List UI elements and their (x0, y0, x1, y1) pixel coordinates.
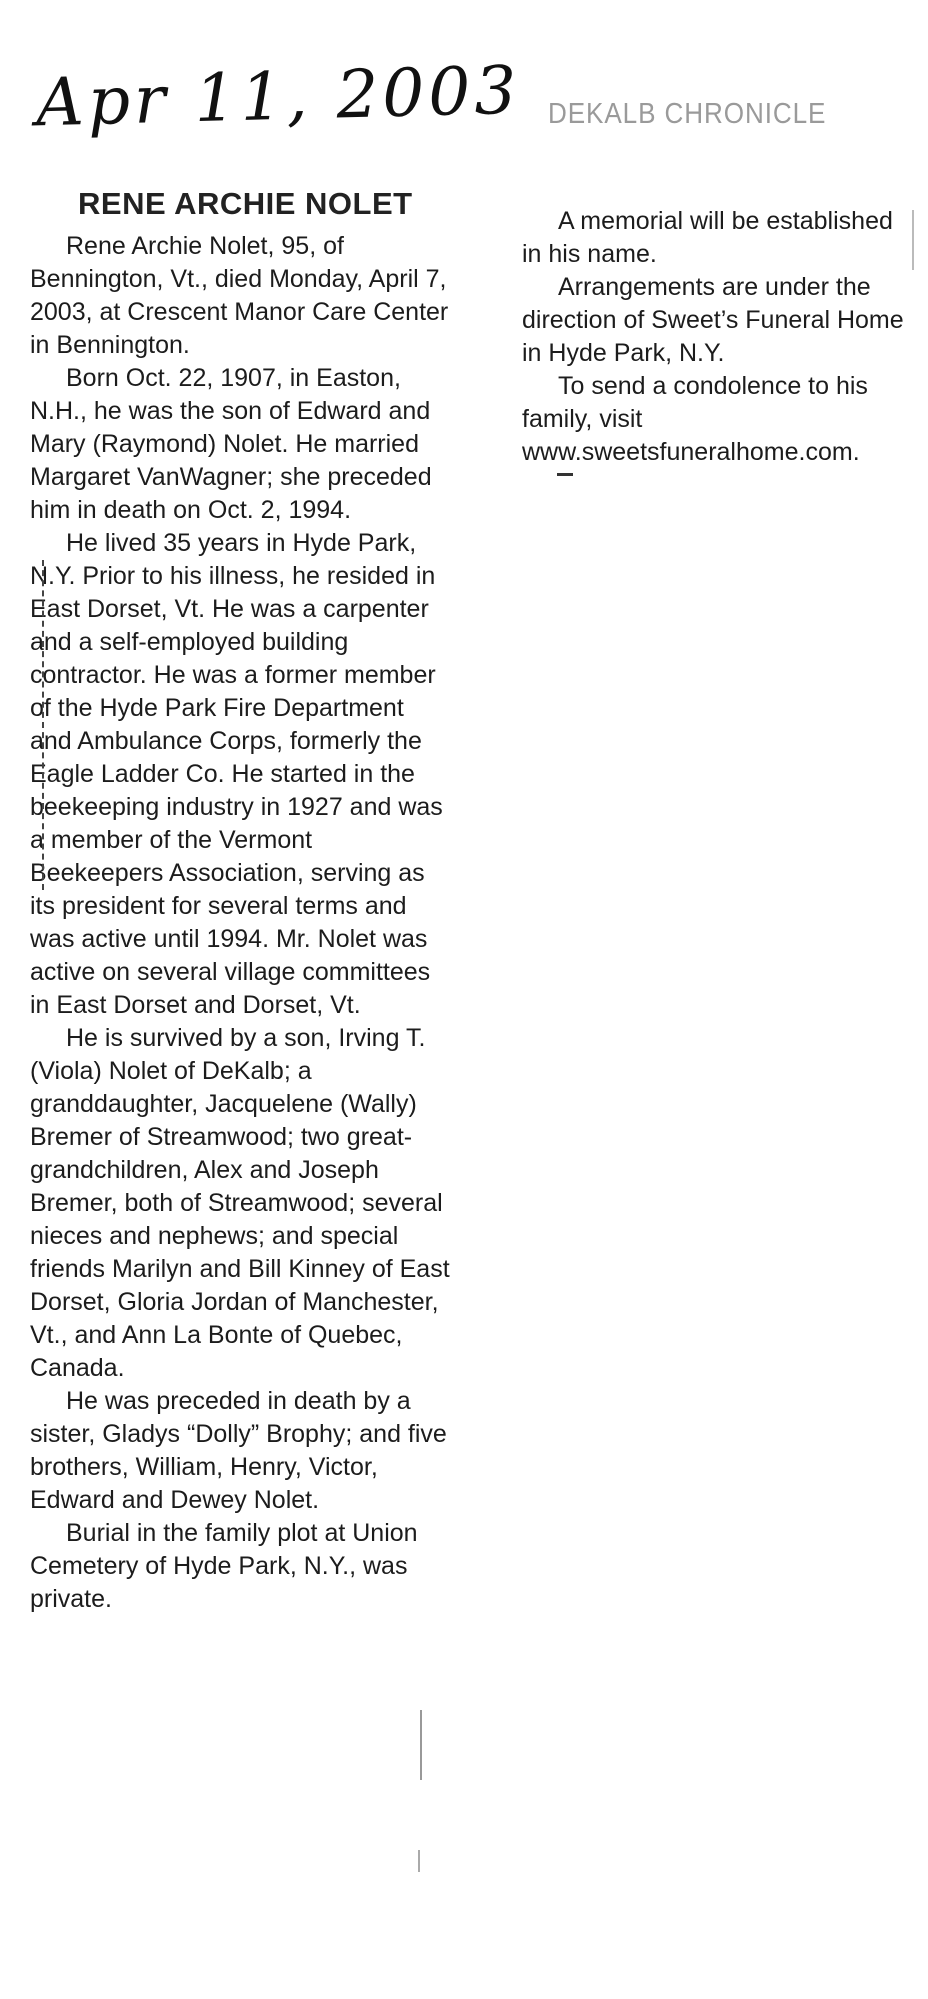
paragraph-death-notice: Rene Archie Nolet, 95, of Bennington, Vt., died Monday, April 7, 2003, at Crescent Manor Care Center in Bennington. (30, 232, 449, 359)
publication-stamp: DEKALB CHRONICLE (548, 98, 827, 130)
paragraph-preceded-in-death: He was preceded in death by a sister, Gladys “Dolly” Brophy; and five brothers, William, Henry, Victor, Edward and Dewey Nolet. (30, 1387, 447, 1514)
article-left-column (30, 230, 450, 1616)
paragraph-condolence: To send a condolence to his family, visit www.sweetsfuneralhome.com. (522, 372, 868, 466)
handwritten-date: Apr 11, 2003 (35, 51, 522, 142)
end-dash (557, 473, 573, 476)
scan-speck (912, 210, 914, 270)
scan-speck (418, 1850, 420, 1872)
paragraph-memorial: A memorial will be established in his name. (522, 207, 893, 268)
obituary-headline: RENE ARCHIE NOLET (78, 186, 413, 221)
clipping-cut-line (42, 560, 46, 890)
paragraph-burial: Burial in the family plot at Union Cemetery of Hyde Park, N.Y., was private. (30, 1519, 418, 1613)
paragraph-survivors: He is survived by a son, Irving T. (Viola) Nolet of DeKalb; a granddaughter, Jacquelene (Wally) Bremer of Streamwood; two great-grandchildren, Alex and Joseph Bremer, both of Streamwood; several nieces and nephews; and special friends Marilyn and Bill Kinney of East Dorset, Gloria Jordan of Manchester, Vt., and Ann La Bonte of Quebec, Canada. (30, 1024, 450, 1382)
paragraph-life-career: He lived 35 years in Hyde Park, N.Y. Prior to his illness, he resided in East Dorset, Vt. He was a carpenter and a self-employed building contractor. He was a former member of the Hyde Park Fire Department and Ambulance Corps, formerly the Eagle Ladder Co. He started in the beekeeping industry in 1927 and was a member of the Vermont Beekeepers Association, serving as its president for several terms and was active until 1994. Mr. Nolet was active on several village committees in East Dorset and Dorset, Vt. (30, 529, 443, 1019)
paragraph-arrangements: Arrangements are under the direction of Sweet’s Funeral Home in Hyde Park, N.Y. (522, 273, 904, 367)
paragraph-birth-marriage: Born Oct. 22, 1907, in Easton, N.H., he was the son of Edward and Mary (Raymond) Nolet. He married Margaret VanWagner; she preceded him in death on Oct. 2, 1994. (30, 364, 432, 524)
article-right-column (522, 205, 904, 469)
scan-speck (420, 1710, 422, 1780)
